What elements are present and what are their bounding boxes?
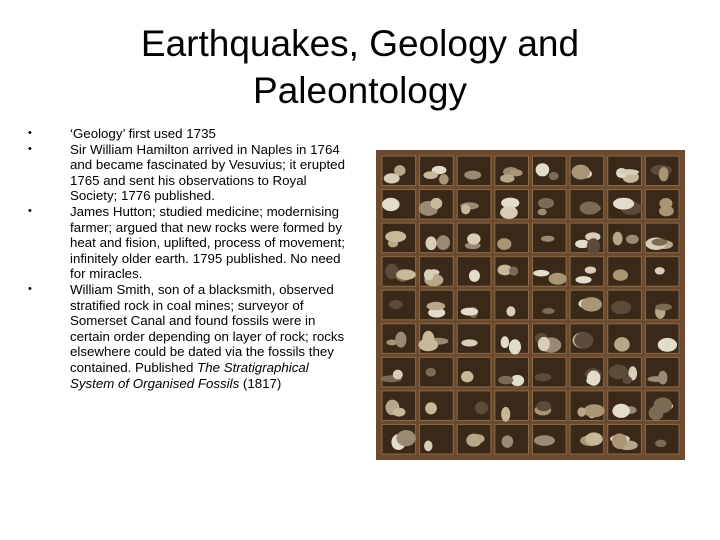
fossil-specimen bbox=[500, 174, 514, 182]
fossil-specimen bbox=[652, 239, 668, 246]
fossil-specimen bbox=[609, 365, 628, 380]
bullet-text-part: William Smith, son of a blacksmith, observed stratified rock in coal mines; surveyor of Somerset Canal and found fossils were in certain order depending on layer of rock; rocks elsewhere could be dated via the fossils they contained. Published bbox=[70, 281, 345, 375]
fossil-specimen bbox=[549, 273, 567, 285]
fossil-specimen bbox=[614, 337, 630, 352]
fossil-specimen bbox=[501, 407, 510, 422]
fossil-specimen bbox=[389, 300, 403, 309]
fossil-specimen bbox=[659, 198, 672, 209]
fossil-specimen bbox=[613, 198, 634, 210]
fossil-specimen bbox=[538, 209, 547, 216]
fossil-specimen bbox=[509, 266, 518, 275]
bullet-dot: • bbox=[28, 127, 32, 139]
title-line-2: Paleontology bbox=[253, 70, 467, 111]
title-line-1: Earthquakes, Geology and bbox=[140, 23, 580, 64]
cabinet-cell bbox=[533, 290, 567, 320]
fossil-specimen bbox=[535, 373, 552, 381]
fossil-specimen bbox=[393, 370, 403, 380]
fossil-specimen bbox=[461, 308, 478, 316]
cabinet-cell bbox=[420, 391, 454, 421]
fossil-specimen bbox=[626, 235, 639, 244]
fossil-specimen bbox=[461, 339, 477, 346]
fossil-specimen bbox=[655, 440, 666, 447]
fossil-specimen bbox=[385, 264, 398, 280]
fossil-specimen bbox=[437, 235, 450, 250]
fossil-specimen bbox=[611, 301, 631, 314]
fossil-specimen bbox=[572, 165, 590, 180]
fossil-specimen bbox=[655, 304, 672, 311]
bullet-item bbox=[24, 282, 354, 391]
fossil-specimen bbox=[613, 269, 628, 281]
fossil-specimen bbox=[580, 201, 600, 214]
fossil-specimen bbox=[577, 407, 585, 417]
fossil-specimen bbox=[533, 270, 549, 277]
cabinet-cell bbox=[420, 357, 454, 387]
bullet-text: James Hutton; studied medicine; modernising farmer; argued that new rocks were formed by heat and fision, uplifted, process of movement; infinitely older earth. 1795 published. No need for miracles. bbox=[70, 203, 345, 282]
fossil-specimen bbox=[612, 433, 627, 449]
fossil-specimen bbox=[655, 267, 665, 274]
fossil-specimen bbox=[426, 368, 436, 377]
fossil-specimen bbox=[612, 404, 630, 418]
fossil-specimen bbox=[422, 331, 434, 348]
fossil-specimen bbox=[469, 270, 480, 282]
fossil-specimen bbox=[382, 198, 400, 211]
fossil-specimen bbox=[541, 236, 554, 242]
bullet-dot: • bbox=[28, 204, 32, 217]
fossil-specimen bbox=[384, 173, 400, 183]
fossil-specimen bbox=[396, 269, 416, 280]
fossil-specimen bbox=[385, 231, 406, 242]
fossil-specimen bbox=[659, 167, 669, 181]
book-title: The Stratigraphical System of Organised Fossils bbox=[70, 359, 309, 391]
fossil-specimen bbox=[461, 204, 470, 214]
fossil-specimen bbox=[464, 171, 481, 180]
fossil-specimen bbox=[467, 233, 480, 244]
fossil-specimen bbox=[584, 404, 605, 417]
fossil-specimen bbox=[613, 232, 623, 246]
fossil-specimen bbox=[654, 397, 673, 413]
fossil-specimen bbox=[502, 435, 514, 448]
fossil-specimen bbox=[509, 339, 521, 354]
bullet-text-part: (1817) bbox=[239, 375, 282, 391]
fossil-specimen bbox=[658, 338, 677, 352]
fossil-specimen bbox=[501, 336, 509, 348]
fossil-specimen bbox=[423, 171, 438, 179]
fossil-specimen bbox=[587, 238, 600, 254]
bullet-item bbox=[24, 204, 354, 282]
bullet-dot: • bbox=[28, 282, 32, 295]
cabinet-cell bbox=[457, 357, 491, 387]
fossil-specimen bbox=[439, 174, 449, 185]
fossil-specimen bbox=[396, 430, 415, 446]
fossil-specimen bbox=[424, 440, 432, 451]
fossil-specimen bbox=[618, 169, 639, 175]
fossil-specimen bbox=[536, 163, 550, 176]
cabinet-cell bbox=[533, 357, 567, 387]
bullet-dot: • bbox=[28, 142, 32, 155]
fossil-specimen bbox=[549, 172, 559, 180]
bullet-text: ‘Geology’ first used 1735 bbox=[70, 126, 216, 141]
fossil-specimen bbox=[424, 269, 434, 280]
cabinet-cell bbox=[495, 391, 529, 421]
fossil-specimen bbox=[427, 302, 446, 311]
bullet-text: Sir William Hamilton arrived in Naples in 1764 and became fascinated by Vesuvius; it erupted 1765 and sent his observations to Royal Society; 1776 published. bbox=[70, 141, 345, 204]
fossil-specimen bbox=[498, 376, 513, 385]
fossil-specimen bbox=[497, 238, 511, 250]
fossil-specimen bbox=[542, 308, 554, 314]
fossil-specimen bbox=[500, 206, 518, 219]
bullet-list bbox=[24, 126, 354, 391]
fossil-specimen bbox=[466, 434, 481, 447]
fossil-specimen bbox=[430, 198, 442, 209]
slide-title bbox=[60, 20, 660, 114]
fossil-specimen bbox=[585, 432, 603, 445]
fossil-specimen bbox=[538, 337, 550, 351]
cabinet-cell bbox=[645, 424, 679, 454]
bullet-item bbox=[24, 126, 354, 142]
fossil-specimen bbox=[574, 332, 593, 348]
fossil-specimen bbox=[425, 402, 437, 414]
fossil-specimen bbox=[538, 198, 554, 209]
fossil-specimen bbox=[576, 276, 592, 283]
fossil-specimen bbox=[395, 332, 406, 348]
fossil-specimen bbox=[581, 297, 602, 311]
fossil-specimen bbox=[393, 408, 406, 417]
fossil-specimen bbox=[461, 371, 473, 382]
fossil-specimen bbox=[536, 401, 551, 411]
fossil-cabinet-photo bbox=[376, 150, 685, 460]
fossil-specimen bbox=[506, 306, 515, 316]
bullet-item bbox=[24, 142, 354, 204]
fossil-specimen bbox=[585, 267, 596, 274]
fossil-specimen bbox=[647, 376, 664, 382]
cabinet-cell bbox=[420, 424, 454, 454]
fossil-specimen bbox=[586, 377, 594, 384]
fossil-specimen bbox=[534, 435, 555, 446]
fossil-specimen bbox=[475, 401, 489, 414]
fossil-specimen bbox=[426, 236, 437, 250]
cabinet-cell bbox=[457, 324, 491, 354]
